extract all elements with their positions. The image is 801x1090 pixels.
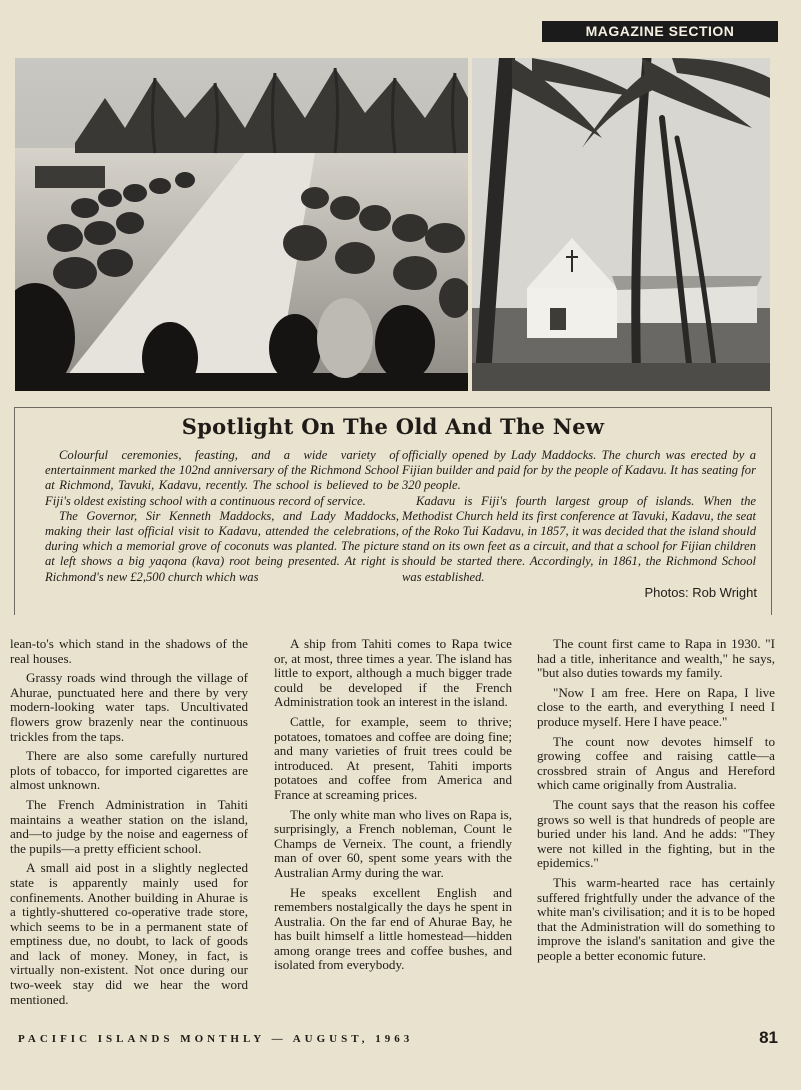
caption-paragraph: Kadavu is Fiji's fourth largest group of islands. When the Methodist Church held its first conference at Tavuki, Kadavu, the seat of the Roko Tui Kadavu, in 1857, it was decided that the island should stand on its own feet as a circuit, and that a school for Fijian children should be started there. Accordingly, in 1861, the Richmond School was established. — [402, 493, 756, 584]
article-paragraph: lean-to's which stand in the shadows of the real houses. — [10, 636, 248, 666]
caption-column-left — [45, 448, 399, 585]
article-paragraph: Grassy roads wind through the village of Ahurae, punctuated here and there by very modern-looking water taps. Uncultivated flowers grow brazenly near the continuous trickles from the taps. — [10, 670, 248, 744]
article-paragraph: The French Administration in Tahiti maintains a weather station on the island, and—to judge by the noise and eagerness of the pupils—a pretty efficient school. — [10, 796, 248, 856]
article-paragraph: He speaks excellent English and remembers nostalgically the days he spent in Australia. On the far end of Ahurae Bay, he has built himself a little homestead—hidden among orange trees and coffee bushes, and isolated from everybody. — [274, 884, 512, 973]
article-paragraph: The count now devotes himself to growing coffee and raising cattle—a crossbred strain of Angus and Hereford which came originally from Australia. — [537, 733, 775, 793]
article-column-1 — [10, 637, 248, 1012]
article-column-3 — [537, 637, 775, 968]
article-column-2 — [274, 637, 512, 978]
caption-column-right — [402, 448, 756, 585]
church-photo — [472, 58, 770, 391]
article-paragraph: "Now I am free. Here on Rapa, I live close to the earth, and everything I need I produce myself. Here I have peace." — [537, 684, 775, 729]
ceremony-photo — [15, 58, 468, 391]
page-footer — [18, 1028, 778, 1049]
article-paragraph: There are also some carefully nurtured plots of tobacco, for imported cigarettes are almost unknown. — [10, 748, 248, 793]
caption-paragraph: officially opened by Lady Maddocks. The church was erected by a Fijian builder and paid for by the people of Kadavu. It has seating for 320 people. — [402, 448, 756, 493]
article-paragraph: A small aid post in a slightly neglected state is apparently mainly used for confinements. Another building in Ahurae is a tightly-shuttered co-operative trade store, which seems to be in a permanent state of emptiness due, no doubt, to lack of goods and lack of money. Money, in fact, is virtually non-existent. Not once during our two-week stay did we hear the word mentioned. — [10, 860, 248, 1007]
article-paragraph: This warm-hearted race has certainly suffered frightfully under the advance of the white man's civilisation; and it is to be hoped that the Administration will do something to improve the island's sanitation and give the people a better economic future. — [537, 874, 775, 963]
publication-line: PACIFIC ISLANDS MONTHLY — AUGUST, 1963 — [18, 1033, 414, 1045]
article-paragraph: The count first came to Rapa in 1930. "I had a title, inheritance and wealth," he says, "but also duties towards my family. — [537, 636, 775, 681]
page-number: 81 — [759, 1028, 778, 1047]
caption-paragraph: Colourful ceremonies, feasting, and a wide variety of entertainment marked the 102nd anniversary of the Richmond School at Richmond, Tavuki, Kadavu, recently. The school is believed to be Fiji's oldest existing school with a continuous record of service. — [45, 448, 399, 508]
article-paragraph: The count says that the reason his coffee grows so well is that hundreds of people are buried under his land. And he adds: "They were not killed in the fighting, but in the epidemics." — [537, 796, 775, 871]
headline: Spotlight On The Old And The New — [181, 414, 605, 439]
article-paragraph: Cattle, for example, seem to thrive; potatoes, tomatoes and coffee are doing fine; and many varieties of fruit trees could be introduced. At present, Tahiti imports potatoes and coffee from America and France at screaming prices. — [274, 713, 512, 802]
caption-paragraph: The Governor, Sir Kenneth Maddocks, and Lady Maddocks, making their last official visit to Kadavu, attended the celebrations, during which a memorial grove of coconuts was planted. The picture at left shows a big yaqona (kava) root being presented. At right is Richmond's new £2,500 church which was — [45, 508, 399, 584]
photo-credit: Photos: Rob Wright — [644, 585, 757, 600]
article-paragraph: A ship from Tahiti comes to Rapa twice or, at most, three times a year. The island has little to export, although a much bigger trade could be developed if the French Administration took an interest in the island. — [274, 636, 512, 710]
section-label: MAGAZINE SECTION — [542, 21, 778, 42]
caption-box — [14, 407, 772, 615]
article-paragraph: The only white man who lives on Rapa is, surprisingly, a French nobleman, Count le Champs de Verneix. The count, a friendly man of over 60, spent some years with the Australian Army during the war. — [274, 806, 512, 880]
